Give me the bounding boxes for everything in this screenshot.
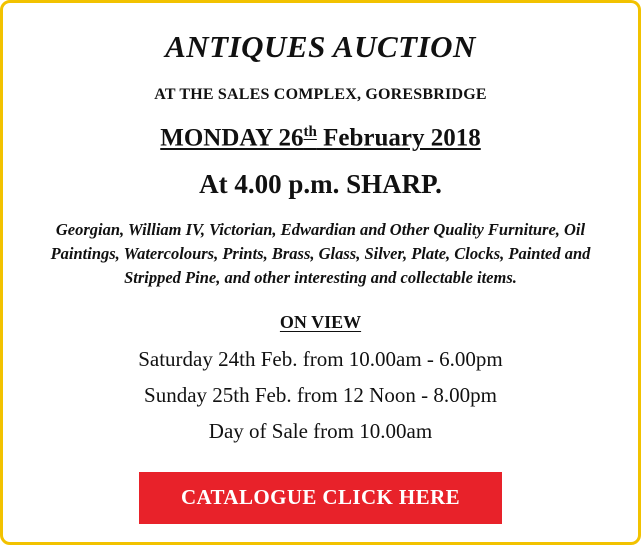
auction-date-prefix: MONDAY 26: [160, 124, 304, 152]
auction-time: At 4.00 p.m. SHARP.: [199, 169, 442, 200]
list-item: Sunday 25th Feb. from 12 Noon - 8.00pm: [144, 383, 497, 408]
viewing-times-list: [138, 345, 503, 442]
auction-date-ordinal: th: [303, 124, 317, 140]
on-view-heading: ON VIEW: [279, 312, 362, 333]
list-item: Saturday 24th Feb. from 10.00am - 6.00pm: [138, 347, 503, 372]
auction-date: [160, 124, 481, 152]
page-title: ANTIQUES AUCTION: [165, 29, 476, 64]
lot-description: Georgian, William IV, Victorian, Edwardian and Other Quality Furniture, Oil Paintings, Watercolours, Prints, Brass, Glass, Silver, Plate, Clocks, Painted and Stripped Pine, and other interesting and collectable items.: [50, 220, 591, 288]
list-item: Day of Sale from 10.00am: [208, 419, 433, 444]
auction-date-suffix: February 2018: [316, 124, 481, 152]
catalogue-button[interactable]: CATALOGUE CLICK HERE: [139, 472, 502, 524]
cta-container: [31, 472, 610, 524]
venue-line: AT THE SALES COMPLEX, GORESBRIDGE: [154, 86, 487, 103]
